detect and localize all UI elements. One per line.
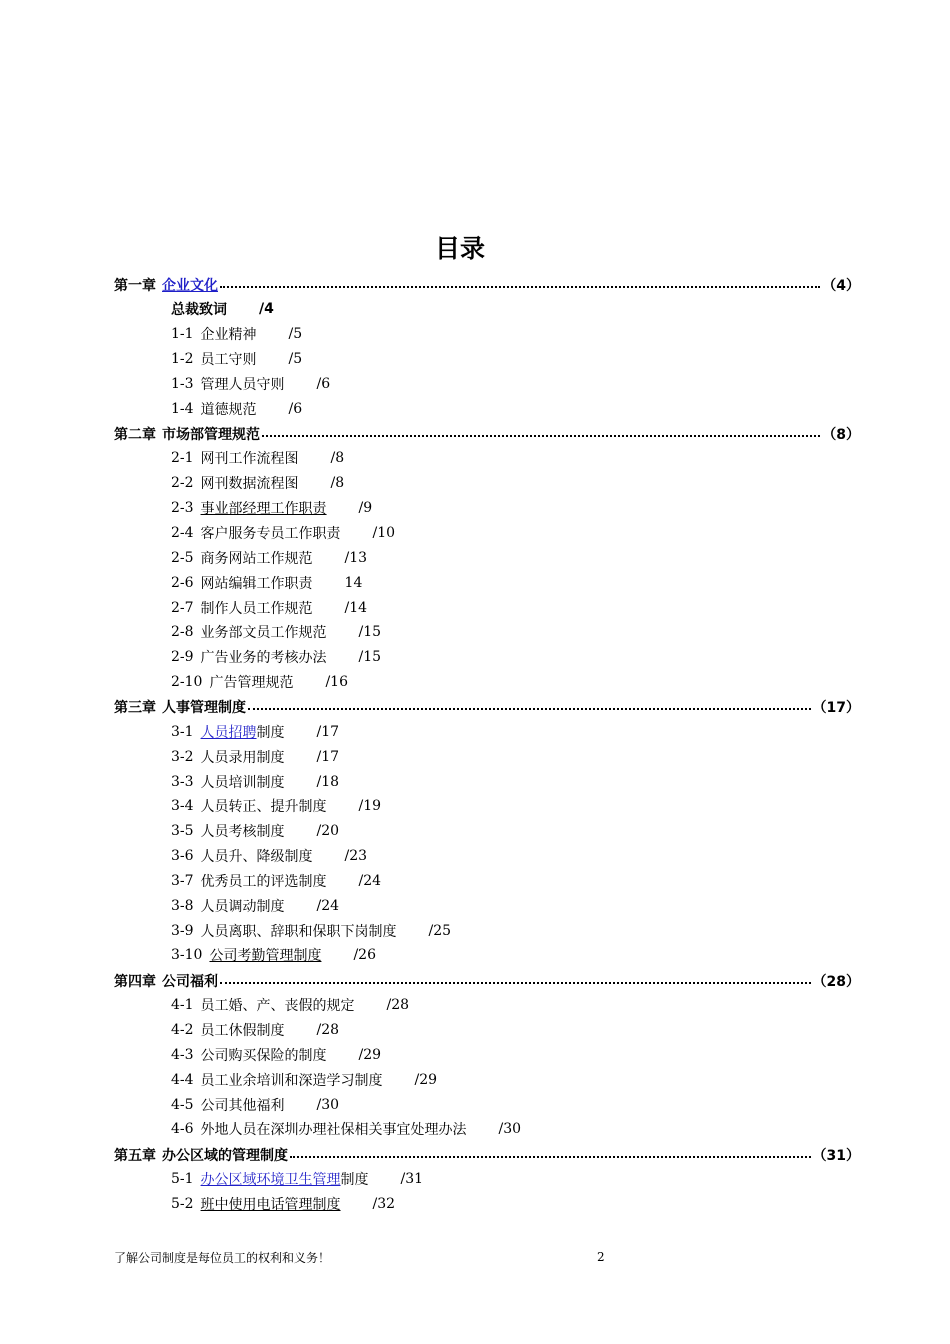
entry-page: /28 bbox=[386, 997, 410, 1014]
entry-title: 班中使用电话管理制度 bbox=[200, 1196, 341, 1213]
toc-entry[interactable] bbox=[171, 1042, 381, 1067]
toc-entry[interactable] bbox=[171, 893, 339, 918]
toc-entry[interactable] bbox=[171, 620, 381, 645]
toc-entry[interactable] bbox=[171, 645, 381, 670]
entry-number: 3-6 bbox=[171, 848, 194, 865]
toc-entry[interactable] bbox=[171, 322, 302, 347]
entry-number: 3-2 bbox=[171, 748, 194, 765]
entry-page: /10 bbox=[372, 525, 396, 541]
entry-number: 4-4 bbox=[171, 1071, 194, 1088]
entry-title: 公司考勤管理制度 bbox=[209, 948, 322, 965]
entry-number: 4-6 bbox=[171, 1121, 194, 1138]
entry-page: /19 bbox=[358, 798, 382, 815]
chapter-label: 第二章 bbox=[114, 427, 156, 444]
page-title: 目录 bbox=[434, 234, 485, 263]
toc-entry[interactable] bbox=[171, 769, 339, 794]
chapter-label: 第三章 bbox=[114, 700, 156, 717]
entry-page: /26 bbox=[353, 947, 376, 964]
entry-page: /17 bbox=[316, 748, 340, 765]
chapter-title: 市场部管理规范 bbox=[162, 427, 260, 444]
entry-page: /15 bbox=[358, 649, 382, 666]
entry-number: 3-9 bbox=[171, 922, 194, 939]
entry-page: /15 bbox=[358, 624, 382, 641]
entry-title: 优秀员工的评选制度 bbox=[200, 873, 327, 890]
entry-title: 客户服务专员工作职责 bbox=[200, 526, 341, 542]
entry-page: /16 bbox=[325, 674, 348, 691]
toc-entry[interactable] bbox=[171, 570, 362, 595]
entry-title: 网站编辑工作职责 bbox=[200, 575, 313, 592]
entry-page: /30 bbox=[316, 1096, 340, 1113]
toc-entry[interactable] bbox=[171, 1191, 395, 1216]
page-footer bbox=[114, 1246, 860, 1268]
entry-title: 人员转正、提升制度 bbox=[200, 799, 327, 816]
entry-title: 公司购买保险的制度 bbox=[200, 1047, 327, 1064]
entry-number: 1-1 bbox=[171, 326, 194, 343]
entry-number: 5-2 bbox=[171, 1195, 194, 1212]
entry-page: /32 bbox=[372, 1195, 396, 1212]
entry-number: 2-2 bbox=[171, 475, 194, 492]
entry-number: 2-9 bbox=[171, 649, 194, 666]
chapter-page: （4） bbox=[822, 278, 860, 294]
entry-number: 2-7 bbox=[171, 599, 194, 616]
entry-page: /8 bbox=[330, 450, 345, 467]
entry-number: 4-2 bbox=[171, 1022, 194, 1038]
entry-title: 广告业务的考核办法 bbox=[200, 650, 327, 667]
entry-page: /6 bbox=[316, 375, 331, 392]
chapter-title: 办公区域的管理制度 bbox=[162, 1147, 288, 1164]
entry-page: /5 bbox=[288, 351, 303, 368]
entry-number: 3-4 bbox=[171, 798, 194, 815]
entry-number: 1-3 bbox=[171, 375, 194, 392]
entry-page: /31 bbox=[400, 1171, 424, 1188]
entry-title: 人员培训制度 bbox=[200, 774, 285, 791]
entry-number: 3-3 bbox=[171, 773, 194, 790]
entry-page: /30 bbox=[498, 1121, 522, 1138]
entry-title: 总裁致词 bbox=[171, 302, 227, 319]
entry-title: 制度 bbox=[340, 1172, 369, 1189]
entry-number: 1-2 bbox=[171, 351, 194, 368]
dot-leader bbox=[290, 1154, 811, 1158]
toc-entry[interactable] bbox=[171, 297, 274, 322]
entry-number: 4-5 bbox=[171, 1096, 194, 1113]
entry-title-link[interactable]: 办公区域环境卫生管理 bbox=[200, 1172, 341, 1189]
entry-title: 员工守则 bbox=[200, 352, 257, 369]
entry-number: 2-1 bbox=[171, 450, 194, 467]
toc-entry[interactable] bbox=[171, 1018, 339, 1043]
footer-text: 了解公司制度是每位员工的权利和义务！ bbox=[114, 1250, 331, 1265]
toc-chapter[interactable] bbox=[114, 1142, 860, 1168]
entry-title: 商务网站工作规范 bbox=[200, 550, 313, 567]
toc-chapter[interactable] bbox=[114, 272, 860, 298]
entry-title: 道德规范 bbox=[200, 401, 257, 418]
toc-entry[interactable] bbox=[171, 1067, 437, 1092]
entry-title: 管理人员守则 bbox=[200, 376, 285, 393]
dot-leader bbox=[262, 433, 820, 437]
entry-title: 人员离职、辞职和保职下岗制度 bbox=[200, 923, 397, 940]
entry-number: 3-10 bbox=[171, 947, 203, 964]
chapter-title: 人事管理制度 bbox=[162, 700, 246, 717]
entry-number: 1-4 bbox=[171, 400, 194, 417]
chapter-page: （28） bbox=[812, 973, 860, 990]
entry-number: 5-1 bbox=[171, 1171, 194, 1188]
entry-title: 制度 bbox=[256, 724, 285, 741]
entry-page: /5 bbox=[288, 326, 303, 343]
toc-entry[interactable] bbox=[171, 595, 367, 620]
dot-leader bbox=[220, 980, 811, 984]
toc-chapter[interactable] bbox=[114, 421, 860, 447]
toc-entry[interactable] bbox=[171, 744, 339, 769]
toc-entry[interactable] bbox=[171, 918, 451, 943]
entry-page: /8 bbox=[330, 475, 345, 492]
chapter-title: 公司福利 bbox=[162, 973, 218, 990]
entry-number: 2-10 bbox=[171, 674, 203, 691]
entry-title: 员工休假制度 bbox=[200, 1023, 285, 1039]
entry-page: /23 bbox=[344, 848, 368, 865]
entry-title: 业务部文员工作规范 bbox=[200, 625, 327, 642]
toc-entry[interactable] bbox=[171, 943, 376, 968]
entry-page: 14 bbox=[344, 574, 363, 591]
toc-entry[interactable] bbox=[171, 844, 367, 869]
entry-number: 3-8 bbox=[171, 897, 194, 914]
entry-title-link[interactable]: 人员招聘 bbox=[200, 724, 257, 741]
entry-title: 制作人员工作规范 bbox=[200, 600, 313, 617]
toc-entry[interactable] bbox=[171, 1117, 521, 1142]
chapter-page: （31） bbox=[812, 1147, 860, 1164]
toc-entry[interactable] bbox=[171, 1167, 423, 1192]
entry-page: /6 bbox=[288, 400, 303, 417]
entry-title: 广告管理规范 bbox=[209, 675, 294, 692]
entry-page: /20 bbox=[316, 823, 340, 840]
entry-title: 人员考核制度 bbox=[200, 824, 285, 841]
entry-title: 公司其他福利 bbox=[200, 1097, 285, 1114]
entry-title: 网刊数据流程图 bbox=[200, 476, 299, 493]
toc-entry[interactable] bbox=[171, 993, 409, 1018]
entry-number: 4-1 bbox=[171, 997, 194, 1014]
toc-entry[interactable] bbox=[171, 396, 302, 421]
entry-page: /28 bbox=[316, 1022, 340, 1038]
entry-number: 2-5 bbox=[171, 549, 194, 566]
chapter-title-link[interactable]: 企业文化 bbox=[162, 278, 218, 294]
toc-chapter[interactable] bbox=[114, 694, 860, 720]
chapter-page: （8） bbox=[822, 427, 860, 444]
toc-entry[interactable] bbox=[171, 1092, 339, 1117]
entry-page: /25 bbox=[428, 922, 452, 939]
entry-title: 人员升、降级制度 bbox=[200, 849, 313, 866]
entry-number: 2-6 bbox=[171, 574, 194, 591]
toc-entry[interactable] bbox=[171, 794, 381, 819]
entry-title: 外地人员在深圳办理社保相关事宜处理办法 bbox=[200, 1122, 467, 1139]
entry-title: 员工婚、产、丧假的规定 bbox=[200, 998, 355, 1015]
entry-title: 企业精神 bbox=[200, 327, 257, 344]
entry-page: /29 bbox=[414, 1071, 438, 1088]
toc-chapter[interactable] bbox=[114, 968, 860, 994]
dot-leader bbox=[248, 706, 811, 710]
toc-entry[interactable] bbox=[171, 545, 367, 570]
toc-entry[interactable] bbox=[171, 496, 372, 521]
entry-page: /18 bbox=[316, 773, 340, 790]
entry-number: 3-7 bbox=[171, 872, 194, 889]
chapter-label: 第一章 bbox=[114, 278, 156, 294]
chapter-page: （17） bbox=[812, 700, 860, 717]
toc-entry[interactable] bbox=[171, 521, 395, 546]
chapter-label: 第五章 bbox=[114, 1147, 156, 1164]
entry-page: /17 bbox=[316, 723, 340, 740]
toc-entry[interactable] bbox=[171, 670, 348, 695]
entry-title: 事业部经理工作职责 bbox=[200, 501, 327, 518]
footer-page-number: 2 bbox=[597, 1250, 605, 1264]
entry-number: 2-3 bbox=[171, 500, 194, 517]
entry-title: 人员录用制度 bbox=[200, 749, 285, 766]
entry-title: 网刊工作流程图 bbox=[200, 451, 299, 468]
entry-number: 2-4 bbox=[171, 525, 194, 541]
entry-page: /9 bbox=[358, 500, 373, 517]
entry-number: 3-5 bbox=[171, 823, 194, 840]
toc-entry[interactable] bbox=[171, 347, 302, 372]
entry-page: /24 bbox=[358, 872, 382, 889]
entry-page: /13 bbox=[344, 549, 368, 566]
entry-number: 4-3 bbox=[171, 1046, 194, 1063]
toc-entry[interactable] bbox=[171, 819, 339, 844]
entry-page: /14 bbox=[344, 599, 368, 616]
entry-number: 3-1 bbox=[171, 723, 194, 740]
entry-title: 员工业余培训和深造学习制度 bbox=[200, 1072, 383, 1089]
toc-entry[interactable] bbox=[171, 371, 330, 396]
entry-page: /29 bbox=[358, 1046, 382, 1063]
entry-page: /4 bbox=[259, 301, 274, 318]
entry-number: 2-8 bbox=[171, 624, 194, 641]
entry-page: /24 bbox=[316, 897, 340, 914]
toc-entry[interactable] bbox=[171, 471, 344, 496]
toc-entry[interactable] bbox=[171, 446, 344, 471]
toc-entry[interactable] bbox=[171, 719, 339, 744]
dot-leader bbox=[220, 284, 820, 288]
chapter-label: 第四章 bbox=[114, 973, 156, 990]
toc-entry[interactable] bbox=[171, 868, 381, 893]
entry-title: 人员调动制度 bbox=[200, 898, 285, 915]
